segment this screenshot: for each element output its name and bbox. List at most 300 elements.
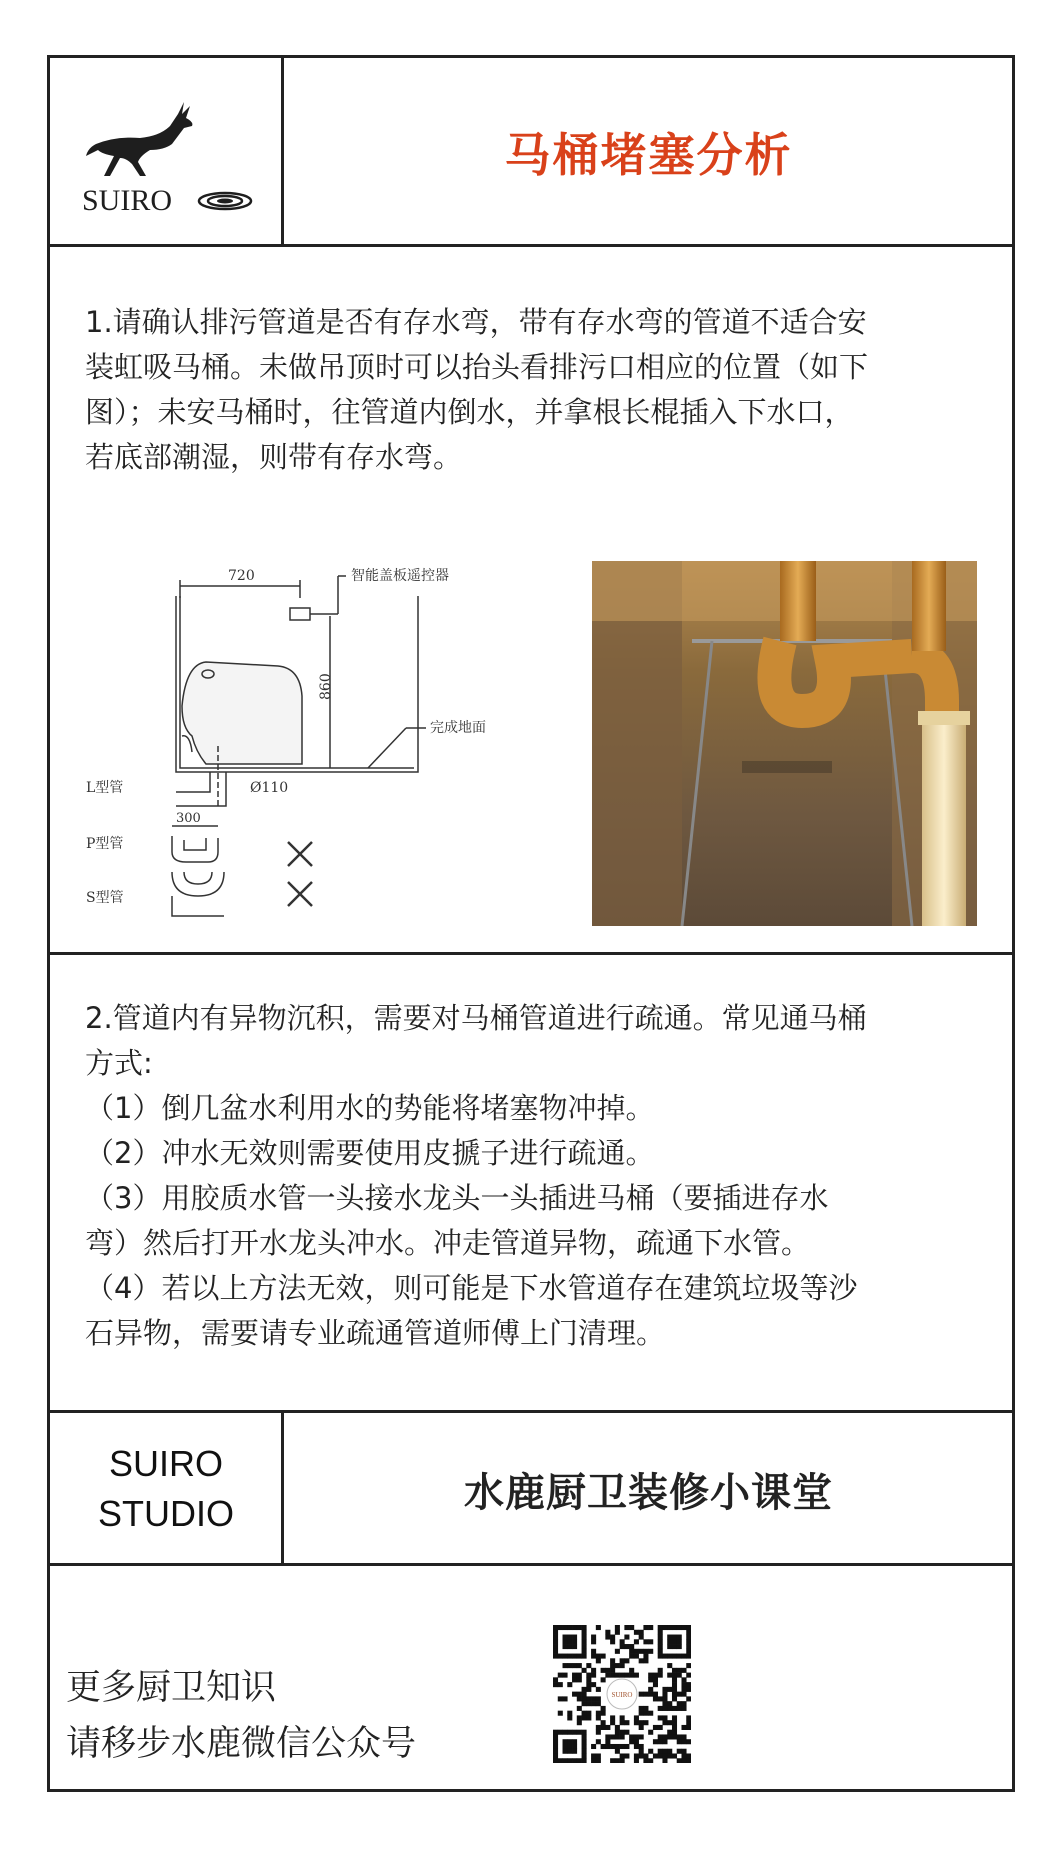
qr-module — [615, 1730, 620, 1735]
qr-module — [567, 1644, 572, 1649]
qr-module — [582, 1753, 587, 1758]
qr-module — [582, 1749, 587, 1754]
qr-module — [653, 1682, 658, 1687]
qr-module — [620, 1715, 625, 1720]
qr-module — [620, 1663, 625, 1668]
qr-module — [648, 1749, 653, 1754]
qr-module — [667, 1639, 672, 1644]
qr-module — [658, 1654, 663, 1659]
follow-line-2: 请移步水鹿微信公众号 — [66, 1724, 417, 1764]
qr-module — [591, 1701, 596, 1706]
qr-module — [686, 1725, 691, 1730]
qr-module — [620, 1730, 625, 1735]
qr-module — [601, 1677, 606, 1682]
qr-module — [677, 1668, 682, 1673]
qr-module — [681, 1654, 686, 1659]
qr-module — [643, 1753, 648, 1758]
qr-module — [610, 1734, 615, 1739]
qr-module — [563, 1749, 568, 1754]
qr-module — [681, 1692, 686, 1697]
wechat-qr-code[interactable] — [553, 1625, 691, 1763]
qr-module — [658, 1753, 663, 1758]
toilet-installation-diagram — [68, 556, 538, 924]
qr-module — [582, 1630, 587, 1635]
qr-module — [639, 1749, 644, 1754]
qr-module — [620, 1644, 625, 1649]
qr-module — [672, 1635, 677, 1640]
qr-module — [620, 1673, 625, 1678]
qr-module — [686, 1720, 691, 1725]
qr-module — [610, 1635, 615, 1640]
p-pipe-label: P型管 — [86, 836, 124, 852]
qr-module — [634, 1753, 639, 1758]
deer-logo-icon — [80, 96, 255, 221]
qr-module — [610, 1639, 615, 1644]
qr-module — [567, 1654, 572, 1659]
qr-module — [582, 1734, 587, 1739]
qr-module — [634, 1734, 639, 1739]
qr-module — [648, 1758, 653, 1763]
qr-module — [615, 1630, 620, 1635]
qr-module — [620, 1658, 625, 1663]
qr-module — [639, 1630, 644, 1635]
follow-line-1: 更多厨卫知识 — [66, 1668, 277, 1708]
qr-module — [677, 1625, 682, 1630]
qr-module — [686, 1635, 691, 1640]
qr-module — [629, 1739, 634, 1744]
qr-module — [596, 1696, 601, 1701]
section1-line: 1.请确认排污管道是否有存水弯，带有存水弯的管道不适合安 — [85, 305, 867, 339]
qr-module — [658, 1639, 663, 1644]
qr-module — [672, 1734, 677, 1739]
qr-module — [563, 1696, 568, 1701]
qr-module — [591, 1649, 596, 1654]
qr-module — [572, 1744, 577, 1749]
qr-module — [686, 1758, 691, 1763]
qr-module — [653, 1739, 658, 1744]
qr-module — [681, 1725, 686, 1730]
qr-module — [596, 1725, 601, 1730]
qr-module — [553, 1739, 558, 1744]
qr-module — [667, 1625, 672, 1630]
qr-module — [591, 1639, 596, 1644]
qr-module — [596, 1687, 601, 1692]
qr-module — [577, 1673, 582, 1678]
qr-module — [572, 1758, 577, 1763]
qr-module — [658, 1696, 663, 1701]
qr-module — [686, 1625, 691, 1630]
qr-module — [662, 1654, 667, 1659]
qr-module — [653, 1696, 658, 1701]
qr-module — [634, 1744, 639, 1749]
qr-module — [629, 1734, 634, 1739]
qr-module — [672, 1677, 677, 1682]
qr-module — [639, 1649, 644, 1654]
qr-module — [582, 1696, 587, 1701]
qr-module — [681, 1749, 686, 1754]
qr-module — [667, 1701, 672, 1706]
qr-module — [577, 1696, 582, 1701]
qr-module — [643, 1711, 648, 1716]
qr-module — [667, 1753, 672, 1758]
qr-module — [582, 1730, 587, 1735]
qr-module — [658, 1630, 663, 1635]
qr-module — [572, 1635, 577, 1640]
qr-module — [629, 1644, 634, 1649]
qr-module — [672, 1730, 677, 1735]
qr-module — [582, 1701, 587, 1706]
qr-module — [586, 1682, 591, 1687]
qr-module — [586, 1715, 591, 1720]
qr-module — [658, 1644, 663, 1649]
qr-module — [582, 1644, 587, 1649]
section2-line: 弯）然后打开水龙头冲水。冲走管道异物，疏通下水管。 — [85, 1226, 811, 1260]
qr-module — [634, 1758, 639, 1763]
qr-module — [648, 1711, 653, 1716]
qr-module — [629, 1668, 634, 1673]
qr-module — [553, 1744, 558, 1749]
qr-module — [681, 1625, 686, 1630]
qr-module — [558, 1682, 563, 1687]
qr-module — [667, 1644, 672, 1649]
qr-module — [620, 1758, 625, 1763]
qr-module — [572, 1739, 577, 1744]
qr-module — [681, 1758, 686, 1763]
qr-module — [586, 1663, 591, 1668]
qr-module — [553, 1635, 558, 1640]
qr-module — [605, 1630, 610, 1635]
qr-center-text: SUIRO — [611, 1691, 633, 1699]
qr-module — [615, 1734, 620, 1739]
qr-module — [586, 1677, 591, 1682]
qr-module — [553, 1682, 558, 1687]
qr-module — [567, 1711, 572, 1716]
studio-line-2: STUDIO — [97, 1493, 234, 1534]
remote-label: 智能盖板遥控器 — [351, 568, 449, 584]
qr-module — [577, 1730, 582, 1735]
qr-module — [553, 1625, 558, 1630]
qr-module — [553, 1644, 558, 1649]
qr-module — [672, 1654, 677, 1659]
divider-header-vertical — [281, 55, 284, 246]
qr-module — [634, 1630, 639, 1635]
qr-module — [567, 1663, 572, 1668]
qr-module — [639, 1706, 644, 1711]
qr-module — [577, 1677, 582, 1682]
qr-module — [553, 1639, 558, 1644]
qr-module — [643, 1649, 648, 1654]
qr-module — [658, 1673, 663, 1678]
qr-module — [643, 1658, 648, 1663]
qr-module — [639, 1753, 644, 1758]
qr-module — [653, 1692, 658, 1697]
qr-module — [658, 1725, 663, 1730]
qr-module — [648, 1639, 653, 1644]
s-pipe-label: S型管 — [86, 890, 124, 906]
qr-module — [558, 1673, 563, 1678]
qr-module — [677, 1635, 682, 1640]
qr-module — [662, 1701, 667, 1706]
qr-module — [648, 1687, 653, 1692]
qr-module — [686, 1682, 691, 1687]
qr-module — [677, 1639, 682, 1644]
qr-module — [558, 1625, 563, 1630]
qr-module — [648, 1730, 653, 1735]
qr-module — [648, 1625, 653, 1630]
section1-line: 若底部潮湿，则带有存水弯。 — [85, 440, 463, 474]
divider-section — [47, 952, 1015, 955]
qr-module — [563, 1639, 568, 1644]
qr-module — [658, 1749, 663, 1754]
qr-module — [639, 1658, 644, 1663]
section1-line: 图）；未安马桶时，往管道内倒水，并拿根长棍插入下水口， — [85, 395, 854, 429]
qr-module — [686, 1630, 691, 1635]
qr-module — [605, 1668, 610, 1673]
qr-module — [624, 1635, 629, 1640]
qr-module — [639, 1725, 644, 1730]
qr-module — [582, 1639, 587, 1644]
qr-module — [624, 1625, 629, 1630]
qr-module — [577, 1663, 582, 1668]
qr-module — [667, 1734, 672, 1739]
qr-module — [624, 1744, 629, 1749]
qr-module — [634, 1715, 639, 1720]
qr-module — [586, 1696, 591, 1701]
qr-module — [662, 1687, 667, 1692]
qr-module — [620, 1639, 625, 1644]
qr-module — [662, 1758, 667, 1763]
qr-module — [662, 1734, 667, 1739]
qr-module — [610, 1744, 615, 1749]
qr-module — [610, 1668, 615, 1673]
section2-line: （1）倒几盆水利用水的势能将堵塞物冲掉。 — [85, 1091, 655, 1125]
qr-module — [553, 1734, 558, 1739]
qr-module — [677, 1673, 682, 1678]
qr-module — [672, 1753, 677, 1758]
qr-module — [582, 1744, 587, 1749]
qr-module — [563, 1730, 568, 1735]
pipe-trap-photo — [592, 561, 977, 926]
qr-module — [648, 1649, 653, 1654]
qr-module — [672, 1696, 677, 1701]
qr-module — [672, 1682, 677, 1687]
qr-module — [572, 1677, 577, 1682]
qr-module — [596, 1715, 601, 1720]
qr-module — [643, 1654, 648, 1659]
section2-line: （4）若以上方法无效，则可能是下水管道存在建筑垃圾等沙 — [85, 1271, 858, 1305]
qr-module — [563, 1635, 568, 1640]
qr-module — [658, 1739, 663, 1744]
qr-module — [643, 1639, 648, 1644]
qr-module — [596, 1758, 601, 1763]
qr-module — [553, 1749, 558, 1754]
qr-module — [643, 1720, 648, 1725]
qr-module — [672, 1715, 677, 1720]
l-pipe-label: L型管 — [86, 780, 124, 796]
qr-module — [596, 1739, 601, 1744]
qr-module — [677, 1654, 682, 1659]
qr-module — [667, 1730, 672, 1735]
qr-module — [662, 1625, 667, 1630]
qr-module — [605, 1635, 610, 1640]
qr-module — [629, 1649, 634, 1654]
follow-prompt — [66, 1660, 416, 1772]
section2-line: 石异物，需要请专业疏通管道师傅上门清理。 — [85, 1316, 666, 1350]
floor-label: 完成地面 — [430, 720, 486, 736]
qr-module — [577, 1706, 582, 1711]
qr-module — [567, 1739, 572, 1744]
qr-module — [667, 1720, 672, 1725]
qr-module — [563, 1758, 568, 1763]
qr-module — [558, 1711, 563, 1716]
qr-module — [615, 1744, 620, 1749]
qr-module — [586, 1687, 591, 1692]
qr-module — [615, 1663, 620, 1668]
qr-module — [643, 1692, 648, 1697]
qr-module — [610, 1758, 615, 1763]
qr-module — [662, 1753, 667, 1758]
qr-module — [677, 1644, 682, 1649]
page-title: 马桶堵塞分析 — [504, 128, 793, 182]
qr-module — [586, 1711, 591, 1716]
brand-logo — [50, 58, 280, 246]
qr-module — [677, 1739, 682, 1744]
qr-module — [582, 1635, 587, 1640]
section2-line: 方式: — [85, 1046, 153, 1080]
qr-module — [648, 1673, 653, 1678]
qr-module — [582, 1668, 587, 1673]
qr-module — [681, 1706, 686, 1711]
qr-module — [686, 1696, 691, 1701]
qr-module — [681, 1687, 686, 1692]
qr-module — [610, 1673, 615, 1678]
qr-module — [572, 1692, 577, 1697]
qr-module — [582, 1649, 587, 1654]
qr-module — [677, 1758, 682, 1763]
qr-module — [591, 1758, 596, 1763]
qr-module — [639, 1711, 644, 1716]
qr-module — [605, 1673, 610, 1678]
qr-module — [563, 1654, 568, 1659]
qr-module — [591, 1668, 596, 1673]
qr-module — [658, 1635, 663, 1640]
qr-module — [634, 1649, 639, 1654]
qr-module — [672, 1625, 677, 1630]
qr-module — [624, 1673, 629, 1678]
section1-paragraph — [85, 300, 985, 480]
qr-module — [605, 1739, 610, 1744]
qr-module — [553, 1758, 558, 1763]
qr-module — [677, 1706, 682, 1711]
qr-module — [620, 1753, 625, 1758]
qr-module — [658, 1625, 663, 1630]
qr-module — [586, 1673, 591, 1678]
qr-module — [610, 1663, 615, 1668]
qr-module — [615, 1725, 620, 1730]
qr-module — [624, 1720, 629, 1725]
qr-module — [648, 1692, 653, 1697]
qr-module — [577, 1625, 582, 1630]
logo-text: SUIRO — [82, 184, 173, 217]
qr-module — [601, 1654, 606, 1659]
qr-module — [596, 1625, 601, 1630]
qr-module — [572, 1749, 577, 1754]
qr-module — [677, 1701, 682, 1706]
qr-module — [639, 1720, 644, 1725]
qr-module — [572, 1654, 577, 1659]
pipe-label: Ø110 — [250, 780, 289, 796]
qr-module — [610, 1715, 615, 1720]
qr-module — [672, 1673, 677, 1678]
qr-module — [624, 1753, 629, 1758]
qr-module — [563, 1644, 568, 1649]
qr-module — [582, 1687, 587, 1692]
qr-module — [629, 1673, 634, 1678]
qr-module — [591, 1673, 596, 1678]
s-pipe-not-suitable-icon — [288, 882, 312, 906]
qr-module — [601, 1744, 606, 1749]
course-title: 水鹿厨卫装修小课堂 — [464, 1469, 833, 1516]
qr-module — [582, 1625, 587, 1630]
qr-module — [553, 1730, 558, 1735]
qr-module — [681, 1753, 686, 1758]
qr-module — [634, 1739, 639, 1744]
qr-module — [653, 1753, 658, 1758]
qr-module — [672, 1720, 677, 1725]
qr-module — [601, 1668, 606, 1673]
qr-module — [648, 1677, 653, 1682]
qr-module — [634, 1673, 639, 1678]
qr-module — [672, 1644, 677, 1649]
qr-module — [620, 1720, 625, 1725]
qr-module — [634, 1654, 639, 1659]
qr-module — [567, 1730, 572, 1735]
qr-module — [624, 1730, 629, 1735]
qr-module — [591, 1682, 596, 1687]
qr-module — [582, 1711, 587, 1716]
qr-module — [667, 1663, 672, 1668]
qr-module — [658, 1668, 663, 1673]
qr-module — [658, 1734, 663, 1739]
qr-module — [639, 1692, 644, 1697]
qr-module — [582, 1739, 587, 1744]
qr-module — [567, 1635, 572, 1640]
qr-module — [572, 1673, 577, 1678]
qr-module — [572, 1644, 577, 1649]
qr-module — [686, 1649, 691, 1654]
qr-module — [643, 1706, 648, 1711]
width-label: 720 — [228, 568, 255, 584]
qr-module — [610, 1720, 615, 1725]
qr-module — [667, 1654, 672, 1659]
qr-module — [582, 1715, 587, 1720]
qr-module — [629, 1654, 634, 1659]
qr-module — [610, 1658, 615, 1663]
qr-module — [586, 1701, 591, 1706]
qr-module — [553, 1753, 558, 1758]
qr-module — [672, 1687, 677, 1692]
qr-module — [653, 1725, 658, 1730]
qr-module — [567, 1749, 572, 1754]
qr-module — [563, 1739, 568, 1744]
qr-module — [582, 1758, 587, 1763]
qr-module — [677, 1692, 682, 1697]
qr-module — [686, 1644, 691, 1649]
divider-footer-top — [47, 1410, 1015, 1413]
qr-module — [563, 1673, 568, 1678]
qr-module — [667, 1635, 672, 1640]
section2-line: 2.管道内有异物沉积，需要对马桶管道进行疏通。常见通马桶 — [85, 1001, 867, 1035]
